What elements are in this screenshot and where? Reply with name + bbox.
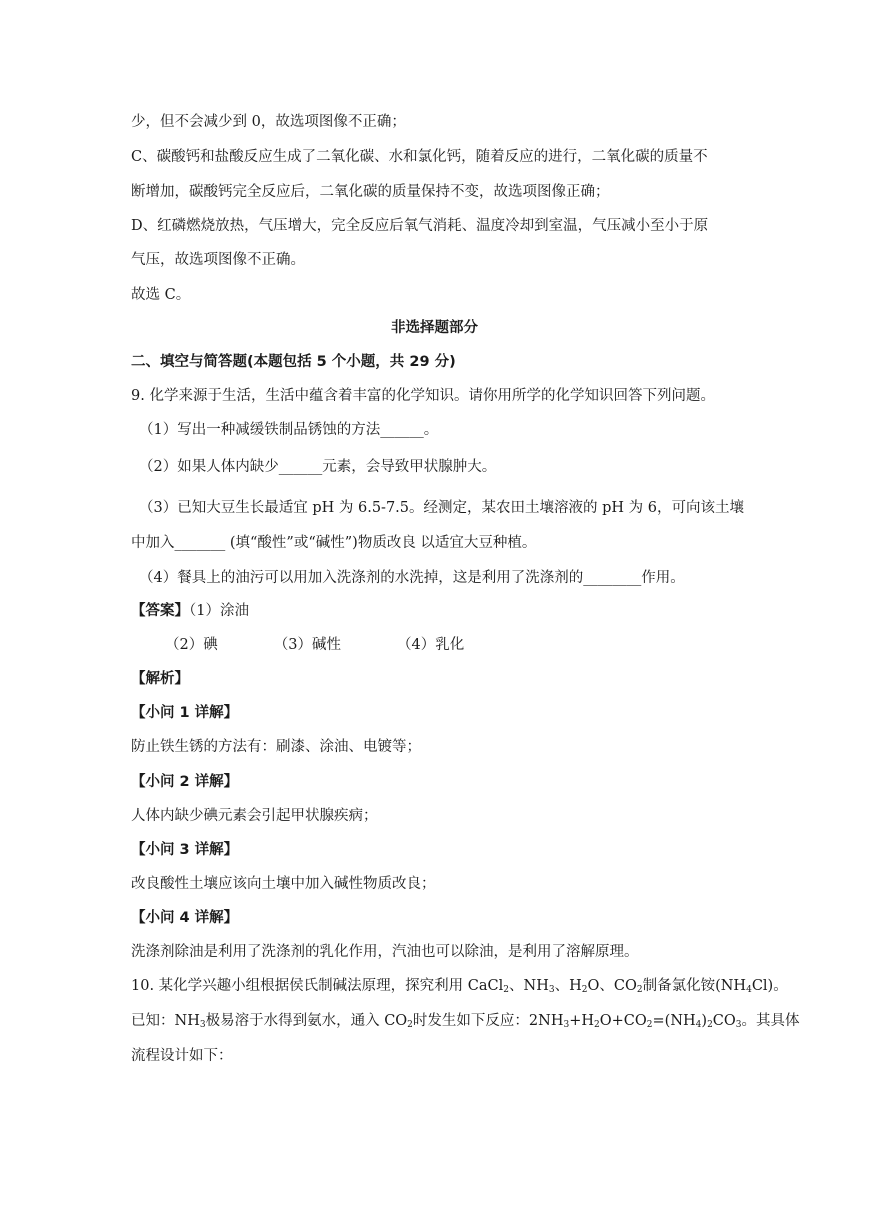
- question-9-stem: 9. 化学来源于生活，生活中蕴含着丰富的化学知识。请你用所学的化学知识回答下列问题。: [131, 388, 715, 404]
- section-title: 非选择题部分: [391, 320, 478, 336]
- answer-4: （4）乳化: [396, 637, 465, 653]
- text-line: 少，但不会减少到 0，故选项图像不正确；: [131, 114, 406, 130]
- question-9-sub-1: （1）写出一种减缓铁制品锈蚀的方法______。: [139, 422, 439, 438]
- analysis-text-3: 改良酸性土壤应该向土壤中加入碱性物质改良；: [131, 876, 436, 892]
- answer-line: [131, 601, 249, 621]
- analysis-heading-1: 【小问 1 详解】: [131, 705, 239, 721]
- answer-2: （2）碘: [165, 637, 218, 653]
- answer-1: （1）涂油: [189, 603, 249, 619]
- analysis-text-2: 人体内缺少碘元素会引起甲状腺疾病；: [131, 808, 378, 824]
- analysis-heading-3: 【小问 3 详解】: [131, 842, 239, 858]
- analysis-text-1: 防止铁生锈的方法有：刷漆、涂油、电镀等；: [131, 739, 421, 755]
- question-9-sub-3-cont: 中加入_______ (填“酸性”或“碱性”)物质改良 以适宜大豆种植。: [131, 535, 537, 551]
- analysis-text-4: 洗涤剂除油是利用了洗涤剂的乳化作用，汽油也可以除油，是利用了溶解原理。: [131, 944, 639, 960]
- question-9-sub-2: （2）如果人体内缺少______元素，会导致甲状腺肿大。: [139, 459, 497, 475]
- question-10-line-3: 流程设计如下：: [131, 1048, 233, 1064]
- text-line: 断增加，碳酸钙完全反应后，二氧化碳的质量保持不变，故选项图像正确；: [131, 184, 610, 200]
- text-line: D、红磷燃烧放热，气压增大，完全反应后氧气消耗、温度冷却到室温，气压减小至小于原: [131, 218, 709, 234]
- question-9-sub-4: （4）餐具上的油污可以用加入洗涤剂的水洗掉，这是利用了洗涤剂的________作用。: [139, 570, 685, 586]
- analysis-heading-2: 【小问 2 详解】: [131, 774, 239, 790]
- question-10-line-2: 已知：$NH_3$极易溶于水得到氨水，通入 $CO_2$时发生如下反应：$2NH_3+H_2O+CO_2=(NH_4)_2CO_3$。其具体: [131, 1013, 800, 1030]
- answer-label: 【答案】: [131, 603, 189, 619]
- part-heading: 二、填空与简答题(本题包括 5 个小题，共 29 分): [131, 354, 456, 370]
- analysis-heading-4: 【小问 4 详解】: [131, 910, 239, 926]
- answer-3: （3）碱性: [273, 637, 341, 653]
- text-line: 故选 C。: [131, 287, 191, 303]
- analysis-label: 【解析】: [131, 671, 189, 687]
- text-line: C、碳酸钙和盐酸反应生成了二氧化碳、水和氯化钙，随着反应的进行，二氧化碳的质量不: [131, 149, 708, 165]
- answer-line-2: [165, 635, 464, 655]
- text-line: 气压，故选项图像不正确。: [131, 252, 305, 268]
- question-10-line-1: 10. 某化学兴趣小组根据侯氏制碱法原理，探究利用 CaCl$_2$、$NH_3$、$H_2O$、$CO_2$制备氯化铵$(NH_4Cl)$。: [131, 978, 788, 995]
- question-9-sub-3: （3）已知大豆生长最适宜 pH 为 6.5-7.5。经测定，某农田土壤溶液的 pH 为 6，可向该土壤: [139, 500, 744, 516]
